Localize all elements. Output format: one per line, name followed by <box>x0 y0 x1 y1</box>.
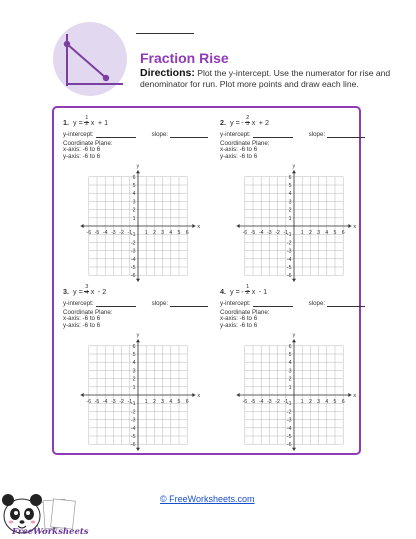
y-tick-label: 5 <box>288 352 292 358</box>
y-tick-label: -3 <box>130 417 136 424</box>
name-line <box>136 33 194 34</box>
y-tick-label: 6 <box>288 343 292 350</box>
y-intercept-label: y-intercept: <box>63 131 94 138</box>
slope-field[interactable] <box>152 300 209 307</box>
y-intercept-field[interactable] <box>220 300 293 307</box>
y-tick-label: -6 <box>130 442 136 449</box>
y-tick-label: 1 <box>132 215 136 222</box>
x-tick-label: -6 <box>242 230 248 236</box>
plane-info <box>63 310 113 329</box>
y-tick-label: -6 <box>286 273 292 280</box>
y-tick-label: 4 <box>288 191 292 198</box>
y-intercept-answer-blank[interactable] <box>96 132 136 138</box>
denominator: 2 <box>85 121 89 128</box>
constant-term: - 1 <box>258 286 268 296</box>
numerator: 1 <box>85 115 89 122</box>
y-tick-label: 4 <box>132 191 136 198</box>
slope-answer-blank[interactable] <box>327 301 365 307</box>
y-axis-letter: y <box>292 163 296 170</box>
slope-fraction <box>245 285 250 296</box>
x-axis-arrow-left-icon <box>237 393 240 397</box>
slope-answer-blank[interactable] <box>327 132 365 138</box>
x-tick-label: 1 <box>144 399 148 405</box>
y-axis-range: y-axis: -6 to 6 <box>63 321 101 329</box>
x-tick-label: 5 <box>333 230 337 236</box>
denominator: 2 <box>246 290 250 297</box>
y-tick-label: -2 <box>286 409 292 416</box>
y-tick-label: 1 <box>288 215 292 222</box>
slope-fraction <box>245 116 250 127</box>
y-intercept-label: y-intercept: <box>63 300 94 307</box>
y-tick-label: 3 <box>132 199 136 206</box>
y-tick-label: -1 <box>130 232 136 239</box>
x-tick-label: 6 <box>341 230 345 236</box>
x-tick-label: 2 <box>152 399 156 405</box>
x-tick-label: -1 <box>127 399 133 405</box>
y-tick-label: -2 <box>130 409 136 416</box>
y-equals: y = <box>73 117 83 127</box>
plane-info <box>220 141 270 160</box>
slope-fraction <box>84 285 89 296</box>
problem-number: 2. <box>220 117 226 127</box>
y-tick-label: -2 <box>130 240 136 247</box>
copyright-link[interactable]: © FreeWorksheets.com <box>160 494 255 504</box>
y-tick-label: -5 <box>286 434 292 440</box>
x-tick-label: -4 <box>102 399 108 405</box>
y-intercept-label: y-intercept: <box>220 300 251 307</box>
slope-field[interactable] <box>309 300 366 307</box>
x-tick-label: -4 <box>102 230 108 236</box>
x-tick-label: -6 <box>86 230 92 236</box>
x-axis-range: x-axis: -6 to 6 <box>63 315 101 323</box>
y-axis-letter: y <box>292 332 296 339</box>
numerator: 2 <box>246 115 250 122</box>
line-graph-icon <box>53 22 133 100</box>
plane-info <box>220 310 270 329</box>
y-equals: y = <box>73 286 83 296</box>
y-tick-label: 1 <box>288 384 292 391</box>
y-tick-label: -4 <box>130 256 136 263</box>
y-tick-label: 6 <box>132 343 136 350</box>
coordinate-plane[interactable] <box>226 332 366 449</box>
x-tick-label: 1 <box>300 399 304 405</box>
y-tick-label: -6 <box>130 273 136 280</box>
x-axis-range: x-axis: -6 to 6 <box>63 146 101 154</box>
y-axis-letter: y <box>136 163 140 170</box>
x-tick-label: 3 <box>161 399 165 405</box>
y-intercept-answer-blank[interactable] <box>253 301 293 307</box>
x-axis-arrow-right-icon <box>192 393 195 397</box>
problem-3 <box>63 284 217 329</box>
constant-term: + 2 <box>258 117 269 127</box>
y-equals: y = <box>230 117 240 127</box>
x-tick-label: 1 <box>300 230 304 236</box>
y-equals: y = <box>230 286 240 296</box>
x-tick-label: -5 <box>94 399 100 405</box>
x-tick-label: -3 <box>111 399 116 405</box>
x-tick-label: -5 <box>94 230 100 236</box>
x-tick-label: 3 <box>317 230 321 236</box>
y-axis-arrow-up-icon <box>136 170 140 173</box>
coordinate-plane[interactable] <box>70 332 210 449</box>
x-axis-letter: x <box>197 393 201 399</box>
x-tick-label: 4 <box>169 399 173 405</box>
y-axis-letter: y <box>136 332 140 339</box>
directions-text: Plot the y-intercept. Use the numerator for rise and denominator for run. Plot more points and draw each line. <box>140 68 391 89</box>
slope-field[interactable] <box>152 131 209 138</box>
x-tick-label: -5 <box>250 399 256 405</box>
slope-field[interactable] <box>309 131 366 138</box>
slope-label: slope: <box>308 131 326 138</box>
y-tick-label: 5 <box>132 183 136 189</box>
y-tick-label: 3 <box>288 199 292 206</box>
denominator: 3 <box>246 121 250 128</box>
x-term: x <box>90 117 95 127</box>
y-axis-range: y-axis: -6 to 6 <box>220 152 258 160</box>
y-axis-range: y-axis: -6 to 6 <box>220 321 258 329</box>
x-tick-label: 5 <box>333 399 337 405</box>
y-tick-label: -2 <box>286 240 292 247</box>
numerator: 1 <box>246 284 250 291</box>
x-term: x <box>90 286 95 296</box>
y-axis-range: y-axis: -6 to 6 <box>63 152 101 160</box>
problem-number: 3. <box>63 286 69 296</box>
y-tick-label: 2 <box>132 376 136 383</box>
y-tick-label: -6 <box>286 442 292 449</box>
x-tick-label: 6 <box>185 399 189 405</box>
x-tick-label: -3 <box>267 399 272 405</box>
y-tick-label: -5 <box>130 434 136 440</box>
y-tick-label: 4 <box>132 360 136 367</box>
coordinate-plane[interactable] <box>226 163 366 280</box>
y-tick-label: 6 <box>132 174 136 181</box>
slope-label: slope: <box>151 131 169 138</box>
y-tick-label: -4 <box>130 425 136 432</box>
constant-term: - 2 <box>97 286 107 296</box>
x-tick-label: 4 <box>169 230 173 236</box>
x-axis-range: x-axis: -6 to 6 <box>220 146 258 154</box>
y-axis-arrow-up-icon <box>292 170 296 173</box>
y-tick-label: -1 <box>286 401 292 408</box>
equation <box>220 116 374 128</box>
x-tick-label: -5 <box>250 230 256 236</box>
slope-answer-blank[interactable] <box>170 301 208 307</box>
coordinate-plane[interactable] <box>70 163 210 280</box>
x-tick-label: -6 <box>86 399 92 405</box>
x-tick-label: 5 <box>177 399 181 405</box>
slope-sign: - <box>241 117 244 127</box>
y-tick-label: 3 <box>288 368 292 375</box>
x-tick-label: -2 <box>275 230 280 236</box>
slope-label: slope: <box>151 300 169 307</box>
x-axis-letter: x <box>353 393 357 399</box>
problem-1 <box>63 115 217 160</box>
y-tick-label: 5 <box>132 352 136 358</box>
brand-text: FreeWorksheets <box>12 527 89 537</box>
x-axis-letter: x <box>197 224 201 230</box>
equation <box>63 285 217 297</box>
x-axis-arrow-left-icon <box>81 393 84 397</box>
y-tick-label: 5 <box>288 183 292 189</box>
x-tick-label: -4 <box>258 230 264 236</box>
x-tick-label: -6 <box>242 399 248 405</box>
y-tick-label: -1 <box>286 232 292 239</box>
x-tick-label: 5 <box>177 230 181 236</box>
problem-4 <box>220 284 374 329</box>
x-tick-label: -4 <box>258 399 264 405</box>
x-tick-label: -2 <box>119 399 124 405</box>
equation <box>220 285 374 297</box>
y-tick-label: -4 <box>286 256 292 263</box>
y-tick-label: 6 <box>288 174 292 181</box>
x-tick-label: 1 <box>144 230 148 236</box>
denominator: 4 <box>85 290 89 297</box>
x-tick-label: -1 <box>127 230 133 236</box>
slope-sign: - <box>241 286 244 296</box>
problem-number: 1. <box>63 117 69 127</box>
constant-term: + 1 <box>97 117 109 127</box>
y-tick-label: 4 <box>288 360 292 367</box>
y-tick-label: 3 <box>132 368 136 375</box>
slope-answer-blank[interactable] <box>170 132 208 138</box>
x-term: x <box>251 286 256 296</box>
y-tick-label: -3 <box>286 417 292 424</box>
x-axis-arrow-right-icon <box>348 224 351 228</box>
x-tick-label: -1 <box>283 230 289 236</box>
x-tick-label: -1 <box>283 399 289 405</box>
x-tick-label: -3 <box>111 230 116 236</box>
slope-fraction <box>84 116 89 127</box>
coordinate-plane-label: Coordinate Plane: <box>63 309 113 316</box>
x-tick-label: 6 <box>341 399 345 405</box>
y-intercept-answer-blank[interactable] <box>253 132 293 138</box>
coordinate-plane-label: Coordinate Plane: <box>220 140 270 147</box>
equation <box>63 116 217 128</box>
y-intercept-field[interactable] <box>63 131 136 138</box>
y-tick-label: -3 <box>130 248 136 255</box>
y-intercept-label: y-intercept: <box>220 131 251 138</box>
x-tick-label: -3 <box>267 230 272 236</box>
slope-label: slope: <box>308 300 326 307</box>
y-tick-label: 2 <box>288 207 292 214</box>
coordinate-plane-label: Coordinate Plane: <box>63 140 113 147</box>
x-tick-label: 3 <box>161 230 165 236</box>
x-tick-label: -2 <box>119 230 124 236</box>
x-axis-letter: x <box>353 224 357 230</box>
problem-2 <box>220 115 374 160</box>
y-tick-label: 2 <box>132 207 136 214</box>
x-tick-label: 4 <box>325 399 329 405</box>
x-tick-label: -2 <box>275 399 280 405</box>
x-tick-label: 2 <box>308 399 312 405</box>
x-axis-arrow-left-icon <box>237 224 240 228</box>
y-tick-label: -3 <box>286 248 292 255</box>
x-term: x <box>251 117 256 127</box>
problem-number: 4. <box>220 286 226 296</box>
x-tick-label: 3 <box>317 399 321 405</box>
x-axis-arrow-right-icon <box>348 393 351 397</box>
y-tick-label: 1 <box>132 384 136 391</box>
directions-label: Directions: <box>140 67 195 79</box>
y-axis-arrow-up-icon <box>136 339 140 342</box>
x-tick-label: 6 <box>185 230 189 236</box>
x-axis-arrow-right-icon <box>192 224 195 228</box>
plane-info <box>63 141 113 160</box>
y-tick-label: -5 <box>286 265 292 271</box>
y-tick-label: 2 <box>288 376 292 383</box>
numerator: 3 <box>85 284 89 291</box>
x-tick-label: 2 <box>152 230 156 236</box>
y-tick-label: -4 <box>286 425 292 432</box>
page-title: Fraction Rise <box>140 50 229 66</box>
y-axis-arrow-up-icon <box>292 339 296 342</box>
y-intercept-field[interactable] <box>63 300 136 307</box>
coordinate-plane-label: Coordinate Plane: <box>220 309 270 316</box>
y-intercept-answer-blank[interactable] <box>96 301 136 307</box>
y-tick-label: -5 <box>130 265 136 271</box>
x-tick-label: 2 <box>308 230 312 236</box>
y-tick-label: -1 <box>130 401 136 408</box>
x-tick-label: 4 <box>325 230 329 236</box>
directions <box>140 68 405 89</box>
x-axis-range: x-axis: -6 to 6 <box>220 315 258 323</box>
x-axis-arrow-left-icon <box>81 224 84 228</box>
y-intercept-field[interactable] <box>220 131 293 138</box>
